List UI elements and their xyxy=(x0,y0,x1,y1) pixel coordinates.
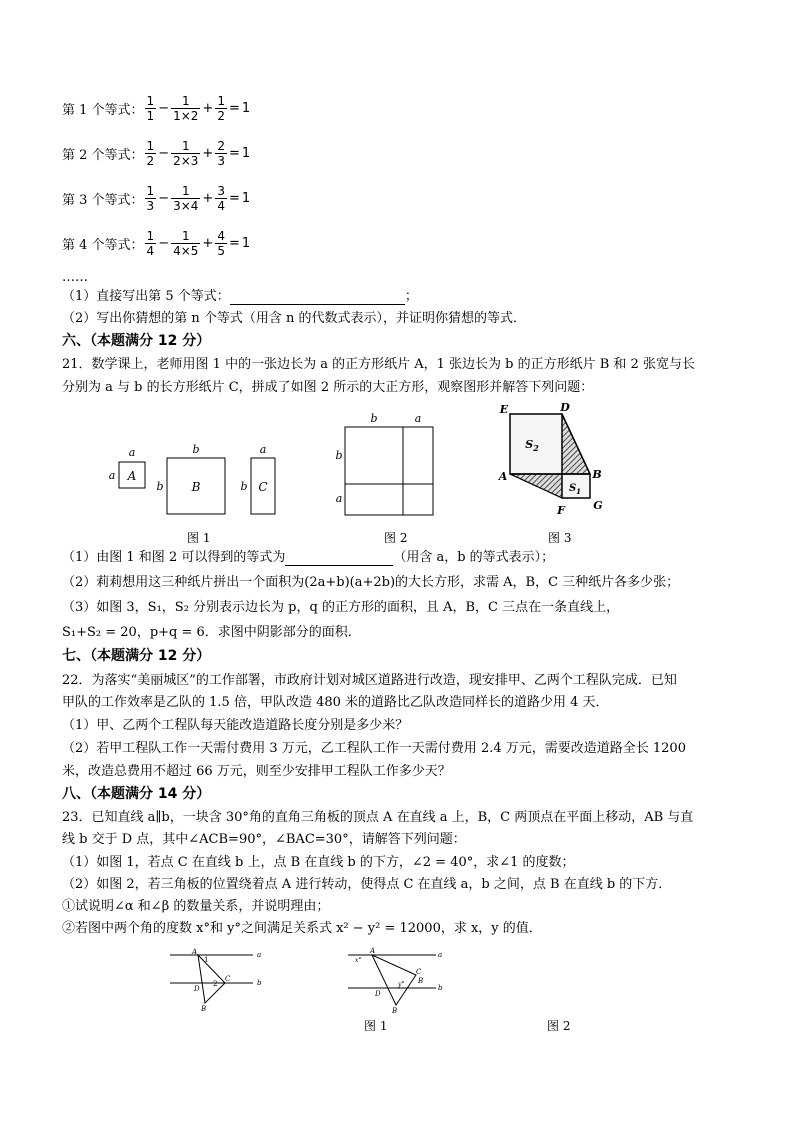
equation-rhs: 1 xyxy=(241,145,251,161)
figure-1-caption: 图 1 xyxy=(187,531,211,545)
equation-rhs: 1 xyxy=(241,235,251,251)
answer-blank[interactable] xyxy=(230,290,405,305)
label-b: b xyxy=(335,449,343,462)
fraction xyxy=(215,139,227,168)
equation-label: 第 1 个等式： xyxy=(62,102,144,118)
label-line-a: a xyxy=(257,951,262,959)
q21-stem-line2: 分别为 a 与 b 的长方形纸片 C，拼成了如图 2 所示的大正方形，观察图形并解答下列问题： xyxy=(62,380,594,395)
q22-part2-line2: 米，改造总费用不超过 66 万元，则至少安排甲工程队工作多少天？ xyxy=(62,764,451,779)
q21-stem-line1: 21．数学课上，老师用图 1 中的一张边长为 a 的正方形纸片 A，1 张边长为 b 的正方形纸片 B 和 2 张宽与长 xyxy=(62,357,695,372)
label-b: b xyxy=(192,443,200,456)
fraction xyxy=(145,139,157,168)
q22-part2-line1: （2）若甲工程队工作一天需付费用 3 万元，乙工程队工作一天需付费用 2.4 万元，需要改造道路全长 1200 xyxy=(62,741,686,756)
q23-stem-line1: 23．已知直线 a∥b，一块含 30°角的直角三角板的顶点 A 在直线 a 上，B，C 两顶点在平面上移动，AB 与直 xyxy=(62,810,694,825)
numerator: 3 xyxy=(217,183,225,198)
q22-stem-line2: 甲队的工作效率是乙队的 1.5 倍，甲队改造 480 米的道路比乙队改造同样长的道路少用 4 天． xyxy=(62,695,609,710)
minus-sign: − xyxy=(158,145,170,161)
q23-part2-i: ①试说明∠α 和∠β 的数量关系，并说明理由； xyxy=(62,899,330,914)
denominator: 3×4 xyxy=(173,198,199,213)
numerator: 1 xyxy=(146,93,155,108)
minus-sign: − xyxy=(158,190,170,206)
triangle-ABC xyxy=(198,955,225,1003)
equation-rhs: 1 xyxy=(241,190,251,206)
numerator: 1 xyxy=(146,183,155,198)
figure-3-caption: 图 3 xyxy=(548,531,572,545)
label-a: a xyxy=(335,492,343,505)
denominator: 3 xyxy=(217,153,225,168)
numerator: 1 xyxy=(181,183,190,198)
denominator: 3 xyxy=(146,198,155,213)
label-b: b xyxy=(370,412,378,425)
fraction xyxy=(145,94,157,123)
q22-stem-line1: 22．为落实“美丽城区”的工作部署，市政府计划对城区道路进行改造，现安排甲、乙两个工程队完成．已知 xyxy=(62,673,677,688)
q21-part1-end: （用含 a，b 的等式表示）； xyxy=(393,550,555,565)
label-angle-1: 1 xyxy=(204,956,209,964)
q23-part1: （1）如图 1，若点 C 在直线 b 上，点 B 在直线 b 的下方，∠2 = 40°，求∠1 的度数； xyxy=(62,855,575,870)
equation-row xyxy=(62,88,251,128)
equation-row xyxy=(62,178,251,218)
numerator: 1 xyxy=(181,138,190,153)
label-a: a xyxy=(108,469,116,482)
denominator: 2×3 xyxy=(173,153,199,168)
label-A: A xyxy=(192,948,198,956)
denominator: 1×2 xyxy=(173,108,199,123)
figure-q23-2-caption: 图 2 xyxy=(547,1019,571,1033)
label-B: B xyxy=(191,480,201,494)
q23-part2: （2）如图 2，若三角板的位置绕着点 A 进行转动，使得点 C 在直线 a，b 之间，点 B 在直线 b 的下方． xyxy=(62,877,672,892)
label-b: b xyxy=(240,480,248,493)
fraction xyxy=(215,184,227,213)
fraction xyxy=(171,94,200,123)
label-A: A xyxy=(498,470,508,483)
label-F: F xyxy=(557,504,565,517)
minus-sign: − xyxy=(158,235,170,251)
fraction xyxy=(171,184,200,213)
label-G: G xyxy=(593,499,603,512)
label-a: a xyxy=(259,443,267,456)
label-angle-2: 2 xyxy=(213,980,218,988)
label-B: B xyxy=(592,468,602,481)
numerator: 2 xyxy=(217,138,225,153)
big-square xyxy=(345,427,433,515)
numerator: 1 xyxy=(181,228,190,243)
equals-sign: = xyxy=(228,100,240,116)
figure-3-squares xyxy=(495,402,615,520)
label-A: A xyxy=(370,947,376,955)
numerator: 1 xyxy=(146,228,155,243)
fraction xyxy=(145,184,157,213)
q23-stem-line2: 线 b 交于 D 点，其中∠ACB=90°，∠BAC=30°，请解答下列问题： xyxy=(62,832,466,847)
numerator: 1 xyxy=(217,93,225,108)
q21-part3-condition: S₁+S₂ = 20，p+q = 6．求图中阴影部分的面积． xyxy=(62,625,361,640)
denominator: 2 xyxy=(217,108,225,123)
answer-blank[interactable] xyxy=(285,551,393,566)
label-b: b xyxy=(156,480,164,493)
label-D: D xyxy=(375,990,381,998)
q20-part1 xyxy=(62,289,418,305)
ellipsis: …… xyxy=(62,270,88,285)
denominator: 4 xyxy=(217,198,225,213)
label-line-b: b xyxy=(438,984,443,992)
plus-sign: + xyxy=(202,190,214,206)
label-y-angle: y° xyxy=(398,981,405,988)
q23-part2-ii: ②若图中两个角的度数 x°和 y°之间满足关系式 x² − y² = 12000，求 x，y 的值． xyxy=(62,921,542,936)
denominator: 4×5 xyxy=(173,243,199,258)
section-heading-8: 八、（本题满分 14 分） xyxy=(62,786,211,802)
label-B-upper: B xyxy=(418,977,424,985)
label-line-b: b xyxy=(257,979,262,987)
label-C: C xyxy=(416,968,422,976)
figure-q23-2 xyxy=(344,945,444,1017)
figure-q23-1 xyxy=(168,945,268,1017)
label-a: a xyxy=(128,446,136,459)
equals-sign: = xyxy=(228,145,240,161)
fraction xyxy=(145,229,157,258)
q21-part1-text: （1）由图 1 和图 2 可以得到的等式为 xyxy=(62,550,286,565)
fraction xyxy=(215,94,227,123)
equation-rhs: 1 xyxy=(241,100,251,116)
section-heading-7: 七、（本题满分 12 分） xyxy=(62,648,211,664)
equation-row xyxy=(62,133,251,173)
denominator: 2 xyxy=(146,153,155,168)
label-E: E xyxy=(499,403,509,416)
q21-part3: （3）如图 3，S₁，S₂ 分别表示边长为 p，q 的正方形的面积，且 A，B，C 三点在一条直线上， xyxy=(62,600,620,615)
equation-label: 第 3 个等式： xyxy=(62,192,144,208)
fraction xyxy=(215,229,227,258)
label-S1: $S_1$ xyxy=(568,483,582,496)
label-D: D xyxy=(560,402,570,414)
numerator: 4 xyxy=(217,228,225,243)
label-A: A xyxy=(127,469,137,483)
plus-sign: + xyxy=(202,235,214,251)
numerator: 1 xyxy=(181,93,190,108)
label-B: B xyxy=(392,1007,398,1015)
figure-q23-1-caption: 图 1 xyxy=(364,1019,388,1033)
q20-part1-text: （1）直接写出第 5 个等式： xyxy=(62,289,230,304)
q20-part2: （2）写出你猜想的第 n 个等式（用含 n 的代数式表示），并证明你猜想的等式． xyxy=(62,311,527,326)
label-C: C xyxy=(258,480,268,494)
label-S2: $S_2$ xyxy=(525,438,539,453)
q21-part1 xyxy=(62,550,554,566)
plus-sign: + xyxy=(202,100,214,116)
equation-label: 第 2 个等式： xyxy=(62,147,144,163)
label-line-a: a xyxy=(438,951,443,959)
label-x-angle: x° xyxy=(355,957,362,964)
denominator: 5 xyxy=(217,243,225,258)
fraction xyxy=(171,229,200,258)
equation-label: 第 4 个等式： xyxy=(62,237,144,253)
q21-part2: （2）莉莉想用这三种纸片拼出一个面积为(2a+b)(a+2b)的大长方形，求需 A，B，C 三种纸片各多少张； xyxy=(62,575,680,590)
q22-part1: （1）甲、乙两个工程队每天能改造道路长度分别是多少米？ xyxy=(62,718,409,733)
plus-sign: + xyxy=(202,145,214,161)
equation-row xyxy=(62,223,251,263)
figure-2-big-square xyxy=(330,410,440,520)
equals-sign: = xyxy=(228,235,240,251)
equals-sign: = xyxy=(228,190,240,206)
numerator: 1 xyxy=(146,138,155,153)
label-a: a xyxy=(414,412,422,425)
minus-sign: − xyxy=(158,100,170,116)
q20-part1-end: ； xyxy=(404,289,418,304)
figure-2-caption: 图 2 xyxy=(384,531,408,545)
label-C: C xyxy=(225,975,231,983)
denominator: 1 xyxy=(146,108,155,123)
fraction xyxy=(171,139,200,168)
label-B: B xyxy=(201,1005,207,1013)
label-D: D xyxy=(194,985,200,993)
section-heading-6: 六、（本题满分 12 分） xyxy=(62,333,211,349)
denominator: 4 xyxy=(146,243,155,258)
